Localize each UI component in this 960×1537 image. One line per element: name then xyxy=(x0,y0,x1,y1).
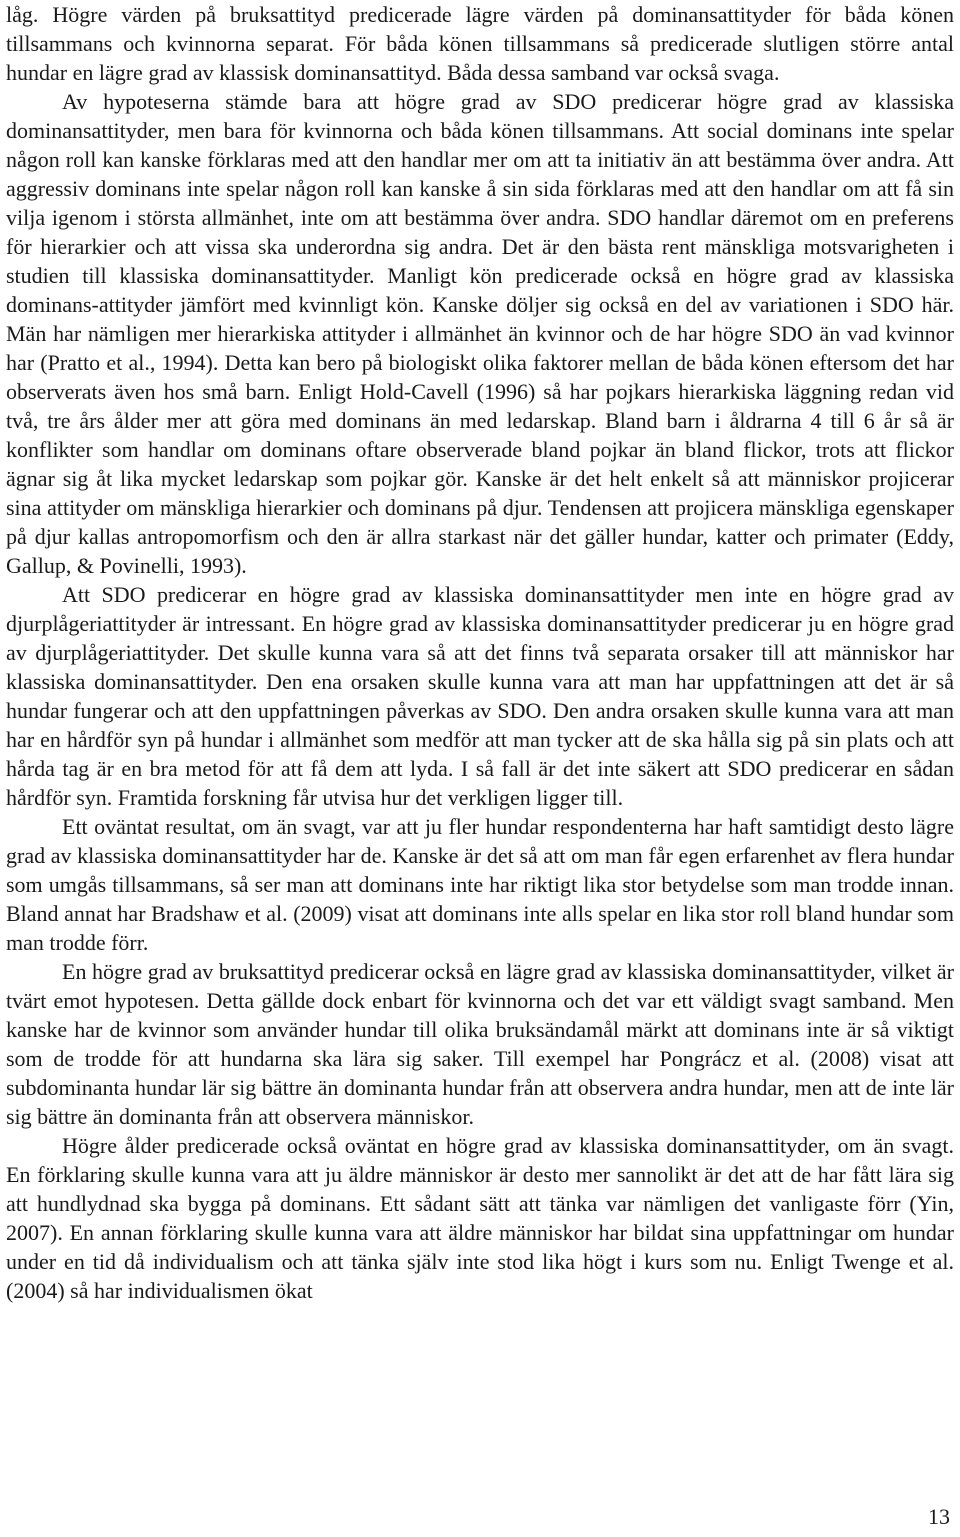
paragraph-2: Av hypoteserna stämde bara att högre grad av SDO predicerar högre grad av klassiska dominansattityder, men bara för kvinnorna och båda könen tillsammans. Att social dominans inte spelar någon roll kan kanske förklaras med att den handlar mer om att ta initiativ än att bestämma över andra. Att aggressiv dominans inte spelar någon roll kan kanske å sin sida förklaras med att den handlar om att få sin vilja igenom i största allmänhet, inte om att bestämma över andra. SDO handlar däremot om en preferens för hierarkier och att vissa ska underordna sig andra. Det är den bästa rent mänskliga motsvarigheten i studien till klassiska dominansattityder. Manligt kön predicerade också en högre grad av klassiska dominans-attityder jämfört med kvinnligt kön. Kanske döljer sig också en del av variationen i SDO här. Män har nämligen mer hierarkiska attityder i allmänhet än kvinnor och de har högre SDO än vad kvinnor har (Pratto et al., 1994). Detta kan bero på biologiskt olika faktorer mellan de båda könen eftersom det har observerats även hos små barn. Enligt Hold-Cavell (1996) så har pojkars hierarkiska läggning redan vid två, tre års ålder mer att göra med dominans än med ledarskap. Bland barn i åldrarna 4 till 6 år så är konflikter som handlar om dominans oftare observerade bland pojkar än bland flickor, trots att flickor ägnar sig åt lika mycket ledarskap som pojkar gör. Kanske är det helt enkelt så att människor projicerar sina attityder om mänskliga hierarkier och dominans på djur. Tendensen att projicera mänskliga egenskaper på djur kallas antropomorfism och den är allra starkast när det gäller hundar, katter och primater (Eddy, Gallup, & Povinelli, 1993). xyxy=(6,89,954,578)
paragraph-4: Ett oväntat resultat, om än svagt, var att ju fler hundar respondenterna har haft samtidigt desto lägre grad av klassiska dominansattityder har de. Kanske är det så att om man får egen erfarenhet av flera hundar som umgås tillsammans, så ser man att dominans inte har riktigt lika stor betydelse som man trodde innan. Bland annat har Bradshaw et al. (2009) visat att dominans inte alls spelar en lika stor roll bland hundar som man trodde förr. xyxy=(6,814,954,955)
paragraph-5: En högre grad av bruksattityd predicerar också en lägre grad av klassiska dominansattityder, vilket är tvärt emot hypotesen. Detta gällde dock enbart för kvinnorna och det var ett väldigt svagt samband. Men kanske har de kvinnor som använder hundar till olika bruksändamål märkt att dominans inte är så viktigt som de trodde för att hundarna ska lära sig saker. Till exempel har Pongrácz et al. (2008) visat att subdominanta hundar lär sig bättre än dominanta hundar från att observera andra hundar, men att de inte lär sig bättre än dominanta från att observera människor. xyxy=(6,959,954,1129)
paragraph-1: låg. Högre värden på bruksattityd predicerade lägre värden på dominansattityder för båda könen tillsammans och kvinnorna separat. För båda könen tillsammans så predicerade slutligen större antal hundar en lägre grad av klassisk dominansattityd. Båda dessa samband var också svaga. xyxy=(6,2,954,85)
page-number: 13 xyxy=(928,1504,950,1529)
body-text xyxy=(6,0,954,1305)
paragraph-3: Att SDO predicerar en högre grad av klassiska dominansattityder men inte en högre grad av djurplågeriattityder är intressant. En högre grad av klassiska dominansattityder predicerar ju en högre grad av djurplågeriattityder. Det skulle kunna vara så att det finns två separata orsaker till att människor har klassiska dominansattityder. Den ena orsaken skulle kunna vara att man har uppfattningen att det är så hundar fungerar och att den uppfattningen påverkas av SDO. Den andra orsaken skulle kunna vara att man har en hårdför syn på hundar i allmänhet som medför att man tycker att de ska hålla sig på sin plats och att hårda tag är en bra metod för att få dem att lyda. I så fall är det inte säkert att SDO predicerar en sådan hårdför syn. Framtida forskning får utvisa hur det verkligen ligger till. xyxy=(6,582,954,810)
paragraph-6: Högre ålder predicerade också oväntat en högre grad av klassiska dominansattityder, om än svagt. En förklaring skulle kunna vara att ju äldre människor är desto mer sannolikt är det att de har fått lära sig att hundlydnad ska bygga på dominans. Ett sådant sätt att tänka var nämligen det vanligaste förr (Yin, 2007). En annan förklaring skulle kunna vara att äldre människor har bildat sina uppfattningar om hundar under en tid då individualism och att tänka själv inte stod lika högt i kurs som nu. Enligt Twenge et al. (2004) så har individualismen ökat xyxy=(6,1133,954,1303)
